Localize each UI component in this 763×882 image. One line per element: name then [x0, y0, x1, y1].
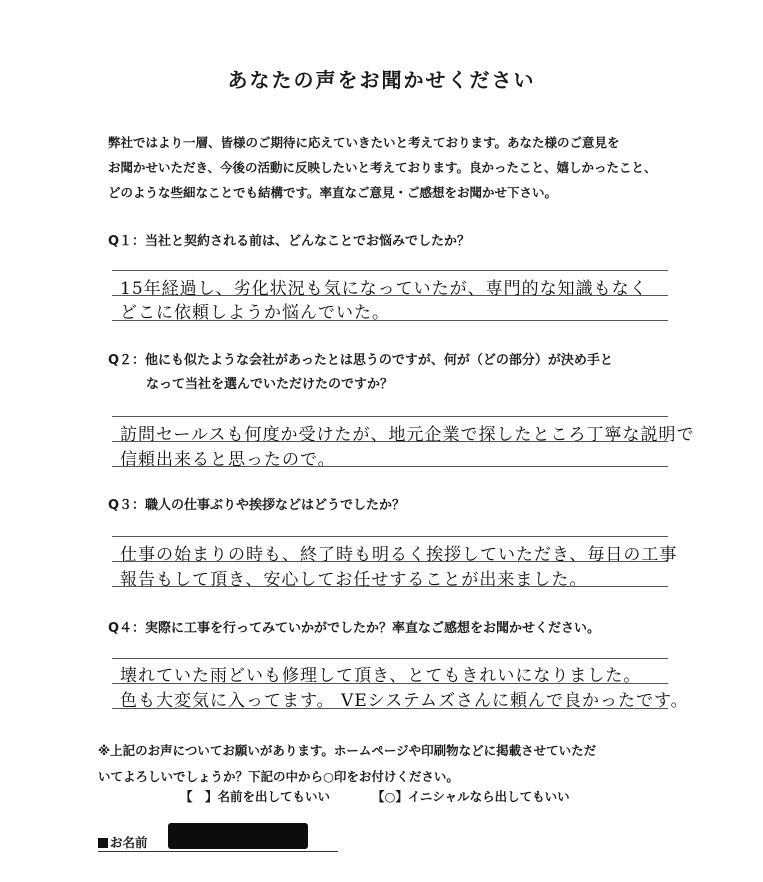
intro-line: お聞かせいただき、今後の活動に反映したいと考えております。良かったこと、嬉しかったこと、	[108, 160, 657, 175]
answer-rule	[112, 270, 668, 271]
answer-rule	[112, 683, 668, 684]
question-4: Q４：実際に工事を行ってみていかがでしたか？率直なご感想をお聞かせください。	[108, 621, 601, 636]
answer-rule	[112, 536, 668, 537]
answer-line: 色も大変気に入ってます。 VEシステムズさんに頼んで良かったです。	[120, 691, 689, 711]
answer-rule	[112, 466, 668, 467]
answer-line: 報告もして頂き、安心してお任せすることが出来ました。	[120, 570, 588, 590]
answer-rule	[112, 441, 668, 442]
redacted-name	[168, 823, 308, 849]
question-1: Q１：当社と契約される前は、どんなことでお悩みでしたか？	[108, 234, 471, 249]
answer-rule	[112, 295, 668, 296]
answer-line: どこに依頼しようか悩んでいた。	[120, 303, 390, 323]
question-2-line2: なって当社を選んでいただけたのですか？	[146, 377, 394, 392]
answer-line: 仕事の始まりの時も、終了時も明るく挨拶していただき、毎日の工事	[120, 545, 678, 565]
answer-rule	[112, 658, 668, 659]
intro-line: どのような些細なことでも結構です。率直なご意見・ご感想をお聞かせ下さい。	[108, 185, 558, 200]
intro-text	[108, 130, 688, 205]
intro-line: 弊社ではより一層、皆様のご期待に応えていきたいと考えております。あなた様のご意見を	[108, 135, 620, 150]
answer-line: 訪問セールスも何度か受けたが、地元企業で探したところ丁寧な説明で	[120, 425, 695, 445]
question-2-line1: Q２：他にも似たような会社があったとは思うのですが、何が（どの部分）が決め手と	[108, 353, 613, 368]
square-bullet-icon	[98, 838, 108, 848]
answer-rule	[112, 416, 668, 417]
answer-line: 壊れていた雨どいも修理して頂き、とてもきれいになりました。	[120, 666, 642, 686]
question-3: Q３：職人の仕事ぶりや挨拶などはどうでしたか？	[108, 498, 406, 513]
name-rule	[98, 851, 338, 852]
answer-rule	[112, 708, 668, 709]
choice-initials[interactable]: 【○】イニシャルなら出してもいい	[372, 789, 570, 804]
note-line: いてよろしいでしょうか？下記の中から○印をお付けください。	[98, 769, 459, 784]
page-title: あなたの声をお聞かせください	[227, 68, 536, 92]
answer-rule	[112, 561, 668, 562]
name-label	[98, 833, 148, 851]
answer-rule	[112, 320, 668, 321]
answer-line: 信頼出来ると思ったので。	[120, 450, 336, 470]
question-2	[108, 349, 678, 397]
name-label-text: お名前	[110, 835, 148, 850]
answer-line: 15年経過し、劣化状況も気になっていたが、専門的な知識もなく	[120, 279, 648, 299]
choice-full-name[interactable]: 【 】名前を出してもいい	[180, 789, 331, 804]
permission-note	[98, 738, 698, 790]
answer-rule	[112, 586, 668, 587]
note-line: ※上記のお声についてお願いがあります。ホームページや印刷物などに掲載させていただ	[98, 743, 597, 758]
